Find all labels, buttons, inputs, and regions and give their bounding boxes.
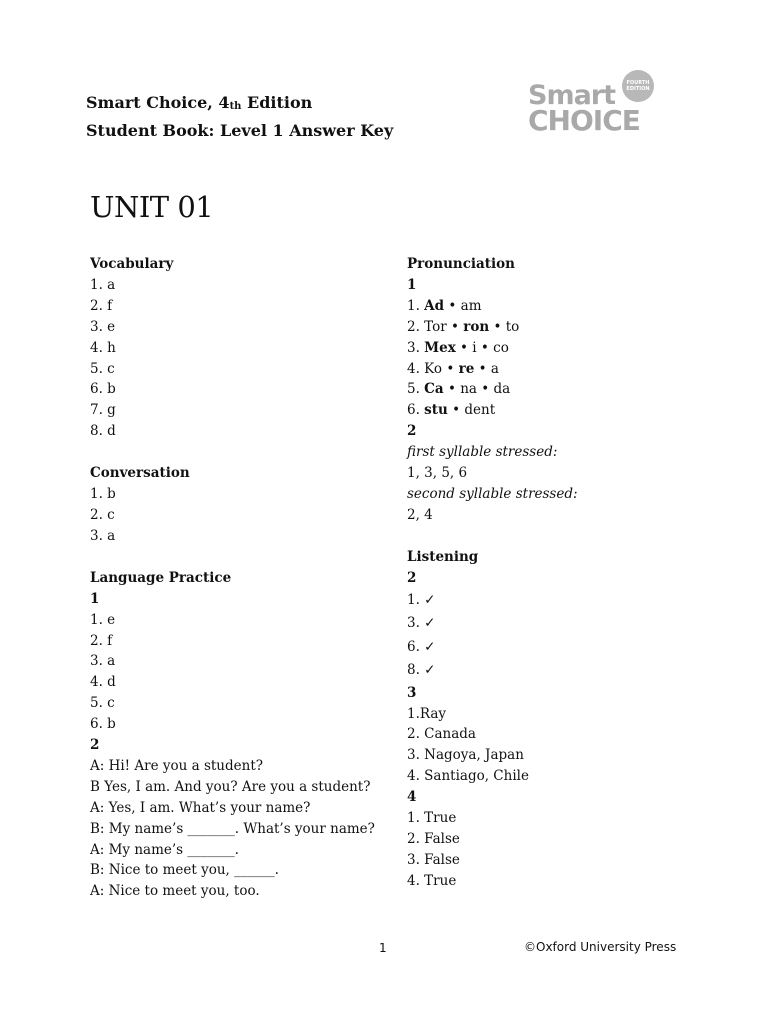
left-column bbox=[90, 254, 390, 902]
pronunciation-word: 1. Ad • am bbox=[407, 297, 482, 314]
list-item: 1. e bbox=[90, 611, 116, 628]
list-item: A: Yes, I am. What’s your name? bbox=[90, 799, 311, 816]
language-practice-part-1: 1 bbox=[90, 590, 100, 607]
stressed-syllable: re bbox=[458, 360, 475, 377]
pronunciation-word: 2. Tor • ron • to bbox=[407, 318, 520, 335]
list-item: A: Nice to meet you, too. bbox=[90, 883, 260, 900]
list-item: 2. Canada bbox=[407, 726, 476, 743]
logo-word-smart: Smart bbox=[528, 80, 616, 111]
list-item: 3. e bbox=[90, 318, 116, 335]
second-syllable-items: 2, 4 bbox=[407, 506, 433, 523]
first-syllable-items: 1, 3, 5, 6 bbox=[407, 465, 468, 482]
listening-title: Listening bbox=[407, 548, 479, 565]
list-item: A: My name’s _______. bbox=[90, 841, 239, 858]
list-item: 2. False bbox=[407, 830, 460, 847]
pronunciation-list bbox=[407, 296, 707, 421]
pronunciation-word: 4. Ko • re • a bbox=[407, 360, 499, 377]
language-practice-part-2: 2 bbox=[90, 737, 100, 754]
book-title: Smart Choice, $4_{th}$ Edition bbox=[86, 93, 313, 112]
list-item: 3. a bbox=[90, 653, 116, 670]
vocabulary-title: Vocabulary bbox=[90, 256, 174, 272]
list-item: B: My name’s _______. What’s your name? bbox=[90, 820, 375, 837]
language-practice-list-2 bbox=[90, 756, 390, 902]
listening-part-2: 2 bbox=[407, 569, 417, 586]
vocabulary-list bbox=[90, 275, 390, 442]
document-header bbox=[86, 90, 393, 143]
list-item: 6. b bbox=[90, 716, 116, 733]
logo-word-choice: CHOICE bbox=[528, 104, 640, 137]
right-column bbox=[407, 254, 707, 892]
list-item: 6. ✓ bbox=[407, 638, 436, 655]
stressed-syllable: Ca bbox=[424, 381, 444, 398]
second-syllable-label: second syllable stressed: bbox=[407, 485, 578, 502]
list-item: 1. a bbox=[90, 276, 116, 293]
pronunciation-title: Pronunciation bbox=[407, 256, 515, 272]
stressed-syllable: Mex bbox=[424, 339, 456, 356]
list-item: 1. ✓ bbox=[407, 591, 436, 608]
list-item: A: Hi! Are you a student? bbox=[90, 757, 263, 774]
list-item: 2. f bbox=[90, 297, 113, 314]
list-item: 4. True bbox=[407, 872, 457, 889]
list-item: 4. Santiago, Chile bbox=[407, 768, 529, 785]
stressed-syllable: ron bbox=[463, 318, 490, 335]
pronunciation-word: 3. Mex • i • co bbox=[407, 339, 509, 356]
pronunciation-part-2: 2 bbox=[407, 423, 417, 440]
pronunciation-word: 6. stu • dent bbox=[407, 402, 496, 419]
list-item: B Yes, I am. And you? Are you a student? bbox=[90, 778, 371, 795]
listening-list-4 bbox=[407, 808, 707, 892]
conversation-list bbox=[90, 484, 390, 547]
list-item: 8. ✓ bbox=[407, 662, 436, 679]
list-item: 3. False bbox=[407, 851, 460, 868]
listening-part-4: 4 bbox=[407, 789, 417, 806]
language-practice-title: Language Practice bbox=[90, 569, 232, 586]
listening-list-3 bbox=[407, 704, 707, 788]
list-item: 5. c bbox=[90, 360, 115, 377]
copyright: ©Oxford University Press bbox=[524, 940, 677, 954]
first-syllable-label: first syllable stressed: bbox=[407, 444, 558, 461]
list-item: 8. d bbox=[90, 423, 116, 440]
list-item: B: Nice to meet you, ______. bbox=[90, 862, 279, 879]
pronunciation-part-1: 1 bbox=[407, 276, 417, 293]
list-item: 2. c bbox=[90, 506, 115, 523]
list-item: 1. True bbox=[407, 810, 457, 827]
pronunciation-word: 5. Ca • na • da bbox=[407, 381, 511, 398]
smart-choice-logo bbox=[528, 68, 668, 138]
listening-check-list bbox=[407, 589, 707, 683]
list-item: 4. h bbox=[90, 339, 116, 356]
list-item: 4. d bbox=[90, 674, 116, 691]
unit-title: UNIT 01 bbox=[90, 190, 214, 224]
list-item: 6. b bbox=[90, 381, 116, 398]
list-item: 3. ✓ bbox=[407, 615, 436, 632]
stressed-syllable: stu bbox=[424, 402, 448, 419]
list-item: 3. a bbox=[90, 527, 116, 544]
stressed-syllable: Ad bbox=[424, 297, 445, 314]
language-practice-list-1 bbox=[90, 610, 390, 735]
listening-part-3: 3 bbox=[407, 684, 417, 701]
list-item: 3. Nagoya, Japan bbox=[407, 747, 524, 764]
fourth-edition-badge: FOURTH EDITION bbox=[622, 70, 654, 102]
list-item: 7. g bbox=[90, 402, 116, 419]
book-subtitle: Student Book: Level 1 Answer Key bbox=[86, 121, 394, 140]
conversation-title: Conversation bbox=[90, 465, 190, 482]
list-item: 1.Ray bbox=[407, 705, 447, 722]
list-item: 5. c bbox=[90, 695, 115, 712]
list-item: 1. b bbox=[90, 486, 116, 503]
list-item: 2. f bbox=[90, 632, 113, 649]
page-number: 1 bbox=[379, 941, 387, 955]
